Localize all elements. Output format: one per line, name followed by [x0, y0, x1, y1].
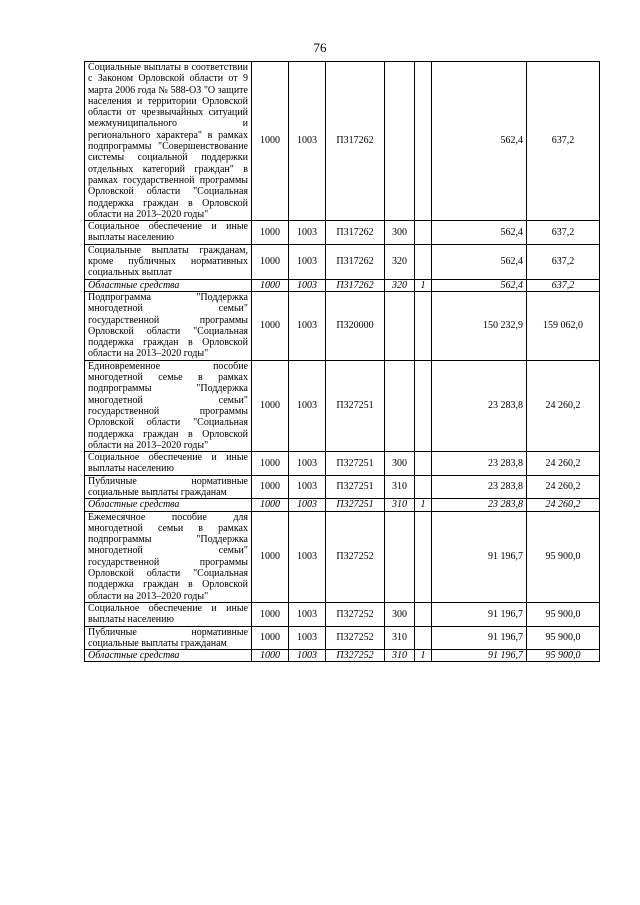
amount-year-1: 91 196,7	[432, 650, 527, 662]
expense-type	[385, 511, 415, 602]
subsection-code: 1003	[289, 475, 326, 499]
subsection-code: 1003	[289, 452, 326, 476]
amount-year-1: 562,4	[432, 221, 527, 245]
table-row	[85, 291, 600, 360]
table-row	[85, 475, 600, 499]
amount-year-2: 24 260,2	[527, 452, 600, 476]
expense-type	[385, 360, 415, 451]
amount-year-2: 24 260,2	[527, 475, 600, 499]
target-article: П320000	[326, 291, 385, 360]
table-row	[85, 62, 600, 221]
table-row	[85, 360, 600, 451]
amount-year-1: 562,4	[432, 279, 527, 291]
section-code: 1000	[252, 360, 289, 451]
expense-type: 310	[385, 499, 415, 511]
row-name: Областные средства	[85, 279, 252, 291]
amount-year-1: 562,4	[432, 244, 527, 279]
row-name: Областные средства	[85, 499, 252, 511]
amount-year-2: 24 260,2	[527, 499, 600, 511]
target-article: П317262	[326, 279, 385, 291]
subsection-code: 1003	[289, 360, 326, 451]
table-row	[85, 244, 600, 279]
target-article: П327252	[326, 602, 385, 626]
amount-year-1: 23 283,8	[432, 499, 527, 511]
expense-type	[385, 291, 415, 360]
funding-source	[415, 452, 432, 476]
table-row	[85, 279, 600, 291]
target-article: П317262	[326, 244, 385, 279]
target-article: П327251	[326, 475, 385, 499]
funding-source	[415, 221, 432, 245]
section-code: 1000	[252, 475, 289, 499]
amount-year-1: 23 283,8	[432, 452, 527, 476]
amount-year-2: 637,2	[527, 62, 600, 221]
section-code: 1000	[252, 62, 289, 221]
section-code: 1000	[252, 279, 289, 291]
row-name: Социальное обеспечение и иные выплаты населению	[85, 602, 252, 626]
amount-year-1: 91 196,7	[432, 602, 527, 626]
funding-source	[415, 511, 432, 602]
expense-type: 310	[385, 626, 415, 650]
target-article: П327251	[326, 452, 385, 476]
section-code: 1000	[252, 452, 289, 476]
amount-year-2: 159 062,0	[527, 291, 600, 360]
amount-year-2: 637,2	[527, 221, 600, 245]
funding-source	[415, 244, 432, 279]
table-row	[85, 511, 600, 602]
target-article: П327252	[326, 511, 385, 602]
amount-year-2: 95 900,0	[527, 650, 600, 662]
subsection-code: 1003	[289, 602, 326, 626]
amount-year-2: 24 260,2	[527, 360, 600, 451]
table-row	[85, 650, 600, 662]
table-body	[85, 62, 600, 662]
expense-type: 310	[385, 650, 415, 662]
section-code: 1000	[252, 244, 289, 279]
section-code: 1000	[252, 499, 289, 511]
target-article: П327251	[326, 360, 385, 451]
table-row	[85, 452, 600, 476]
funding-source: 1	[415, 279, 432, 291]
subsection-code: 1003	[289, 62, 326, 221]
funding-source	[415, 475, 432, 499]
section-code: 1000	[252, 602, 289, 626]
subsection-code: 1003	[289, 626, 326, 650]
row-name: Областные средства	[85, 650, 252, 662]
expense-type	[385, 62, 415, 221]
table-row	[85, 602, 600, 626]
subsection-code: 1003	[289, 650, 326, 662]
target-article: П317262	[326, 62, 385, 221]
page-number: 76	[313, 40, 327, 55]
expense-type: 300	[385, 602, 415, 626]
funding-source	[415, 62, 432, 221]
target-article: П317262	[326, 221, 385, 245]
amount-year-1: 91 196,7	[432, 626, 527, 650]
target-article: П327251	[326, 499, 385, 511]
funding-source	[415, 291, 432, 360]
target-article: П327252	[326, 650, 385, 662]
amount-year-2: 637,2	[527, 244, 600, 279]
amount-year-2: 95 900,0	[527, 602, 600, 626]
subsection-code: 1003	[289, 244, 326, 279]
row-name: Публичные нормативные социальные выплаты гражданам	[85, 475, 252, 499]
subsection-code: 1003	[289, 279, 326, 291]
amount-year-2: 637,2	[527, 279, 600, 291]
expense-type: 310	[385, 475, 415, 499]
funding-source: 1	[415, 650, 432, 662]
row-name: Ежемесячное пособие для многодетной семьи в рамках подпрограммы "Поддержка многодетной семьи" государственной программы Орловской области "Социальная поддержка граждан в Орловской области на 2013–2020 годы"	[85, 511, 252, 602]
row-name: Публичные нормативные социальные выплаты гражданам	[85, 626, 252, 650]
row-name: Социальное обеспечение и иные выплаты населению	[85, 452, 252, 476]
amount-year-2: 95 900,0	[527, 511, 600, 602]
subsection-code: 1003	[289, 221, 326, 245]
budget-table	[84, 61, 600, 662]
amount-year-1: 562,4	[432, 62, 527, 221]
row-name: Социальное обеспечение и иные выплаты населению	[85, 221, 252, 245]
section-code: 1000	[252, 221, 289, 245]
expense-type: 320	[385, 244, 415, 279]
row-name: Подпрограмма "Поддержка многодетной семьи" государственной программы Орловской области "Социальная поддержка граждан в Орловской области на 2013–2020 годы"	[85, 291, 252, 360]
table-row	[85, 499, 600, 511]
amount-year-1: 23 283,8	[432, 360, 527, 451]
funding-source	[415, 626, 432, 650]
section-code: 1000	[252, 650, 289, 662]
expense-type: 320	[385, 279, 415, 291]
table-row	[85, 626, 600, 650]
expense-type: 300	[385, 221, 415, 245]
section-code: 1000	[252, 511, 289, 602]
subsection-code: 1003	[289, 511, 326, 602]
expense-type: 300	[385, 452, 415, 476]
row-name: Социальные выплаты в соответствии с Законом Орловской области от 9 марта 2006 года № 588-ОЗ "О защите населения и территории Орловской области от чрезвычайных ситуаций межмуниципального и регионального характера" в рамках подпрограммы "Совершенствование системы социальной поддержки отдельных категорий граждан" в рамках государственной программы Орловской области "Социальная поддержка граждан в Орловской области на 2013–2020 годы"	[85, 62, 252, 221]
amount-year-1: 150 232,9	[432, 291, 527, 360]
table-row	[85, 221, 600, 245]
section-code: 1000	[252, 626, 289, 650]
funding-source: 1	[415, 499, 432, 511]
subsection-code: 1003	[289, 499, 326, 511]
funding-source	[415, 602, 432, 626]
row-name: Единовременное пособие многодетной семье в рамках подпрограммы "Поддержка многодетной семьи" государственной программы Орловской области "Социальная поддержка граждан в Орловской области на 2013–2020 годы"	[85, 360, 252, 451]
target-article: П327252	[326, 626, 385, 650]
subsection-code: 1003	[289, 291, 326, 360]
section-code: 1000	[252, 291, 289, 360]
amount-year-2: 95 900,0	[527, 626, 600, 650]
funding-source	[415, 360, 432, 451]
amount-year-1: 23 283,8	[432, 475, 527, 499]
amount-year-1: 91 196,7	[432, 511, 527, 602]
row-name: Социальные выплаты гражданам, кроме публичных нормативных социальных выплат	[85, 244, 252, 279]
